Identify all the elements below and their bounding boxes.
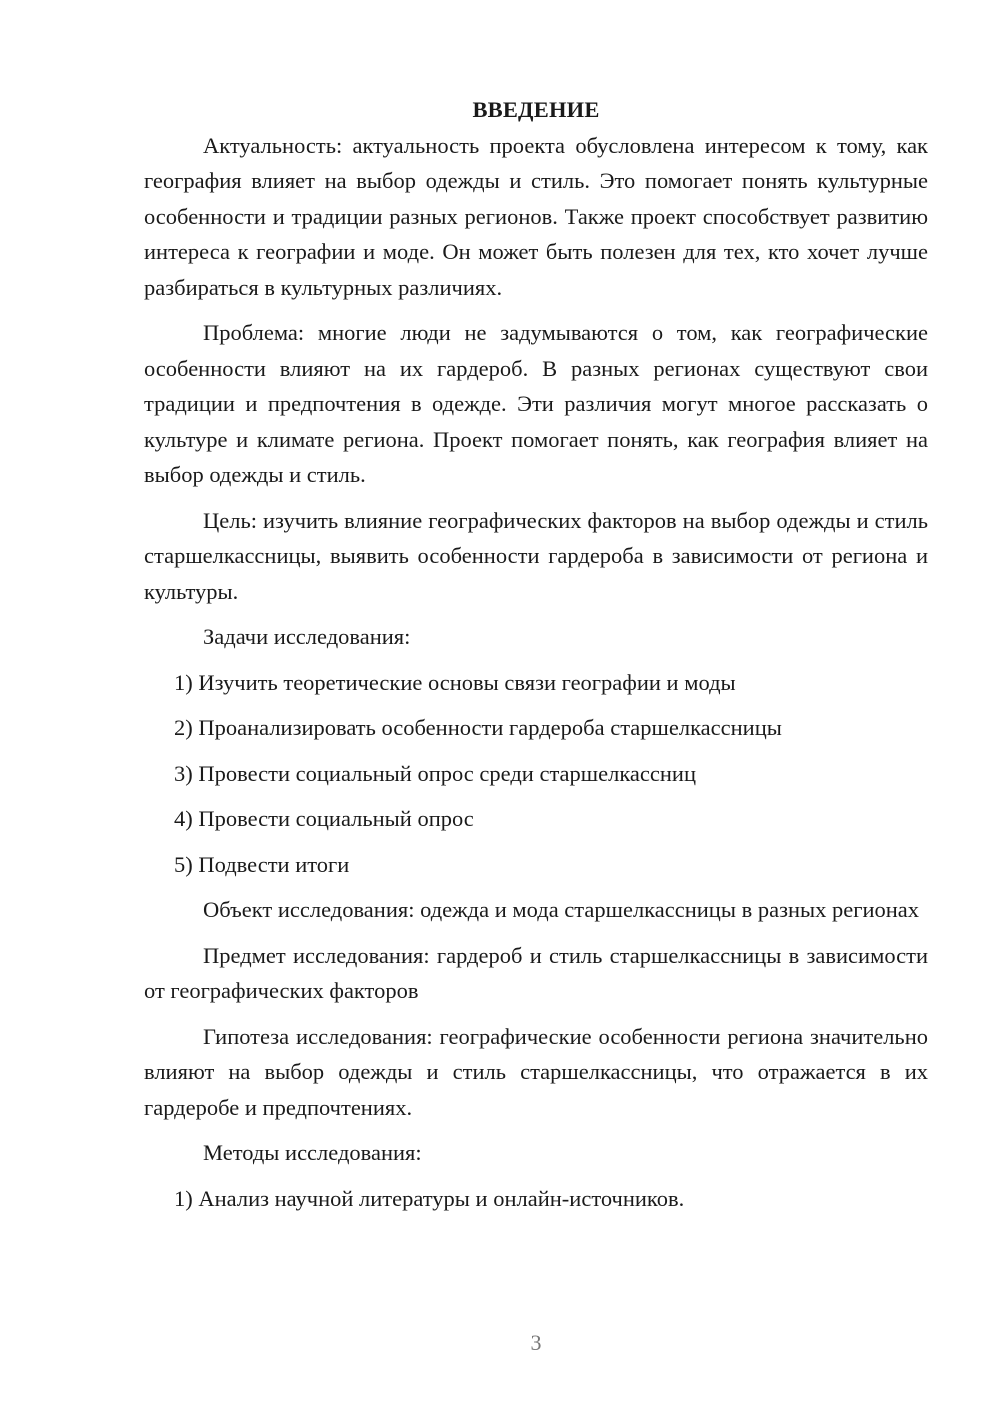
paragraph-relevance: Актуальность: актуальность проекта обусловлена интересом к тому, как география влияет на выбор одежды и стиль. Это помогает понять культурные особенности и традиции разных регионов. Также проект способствует развитию интереса к географии и моде. Он может быть полезен для тех, кто хочет лучше разбираться в культурных различиях. <box>144 132 928 300</box>
paragraph-problem: Проблема: многие люди не задумываются о том, как географические особенности влияют на их гардероб. В разных регионах существуют свои традиции и предпочтения в одежде. Эти различия могут многое рассказать о культуре и климате региона. Проект помогает понять, как география влияет на выбор одежды и стиль. <box>144 320 928 487</box>
paragraph-tasks-heading: Задачи исследования: <box>203 624 411 649</box>
paragraph-hypothesis: Гипотеза исследования: географические особенности региона значительно влияют на выбор одежды и стиль старшелкассницы, что отражается в их гардеробе и предпочтениях. <box>144 1023 928 1120</box>
page-title: ВВЕДЕНИЕ <box>472 97 600 122</box>
paragraph-goal: Цель: изучить влияние географических факторов на выбор одежды и стиль старшелкассницы, выявить особенности гардероба в зависимости от региона и культуры. <box>144 507 928 604</box>
task-list-item: 2) Проанализировать особенности гардероба старшелкассницы <box>174 715 782 740</box>
task-list-item: 5) Подвести итоги <box>174 851 350 877</box>
paragraph-methods-heading: Методы исследования: <box>203 1140 422 1165</box>
task-list-item: 1) Изучить теоретические основы связи географии и моды <box>174 669 736 695</box>
paragraph-subject: Предмет исследования: гардероб и стиль старшелкассницы в зависимости от географических факторов <box>144 942 928 1003</box>
task-list-item: 4) Провести социальный опрос <box>174 806 474 831</box>
page-number: 3 <box>530 1330 542 1355</box>
task-list-item: 3) Провести социальный опрос среди старшелкассниц <box>174 760 697 786</box>
paragraph-object: Объект исследования: одежда и мода старшелкассницы в разных регионах <box>203 897 920 922</box>
method-list-item: 1) Анализ научной литературы и онлайн-источников. <box>174 1185 685 1211</box>
document-page <box>144 92 928 1216</box>
